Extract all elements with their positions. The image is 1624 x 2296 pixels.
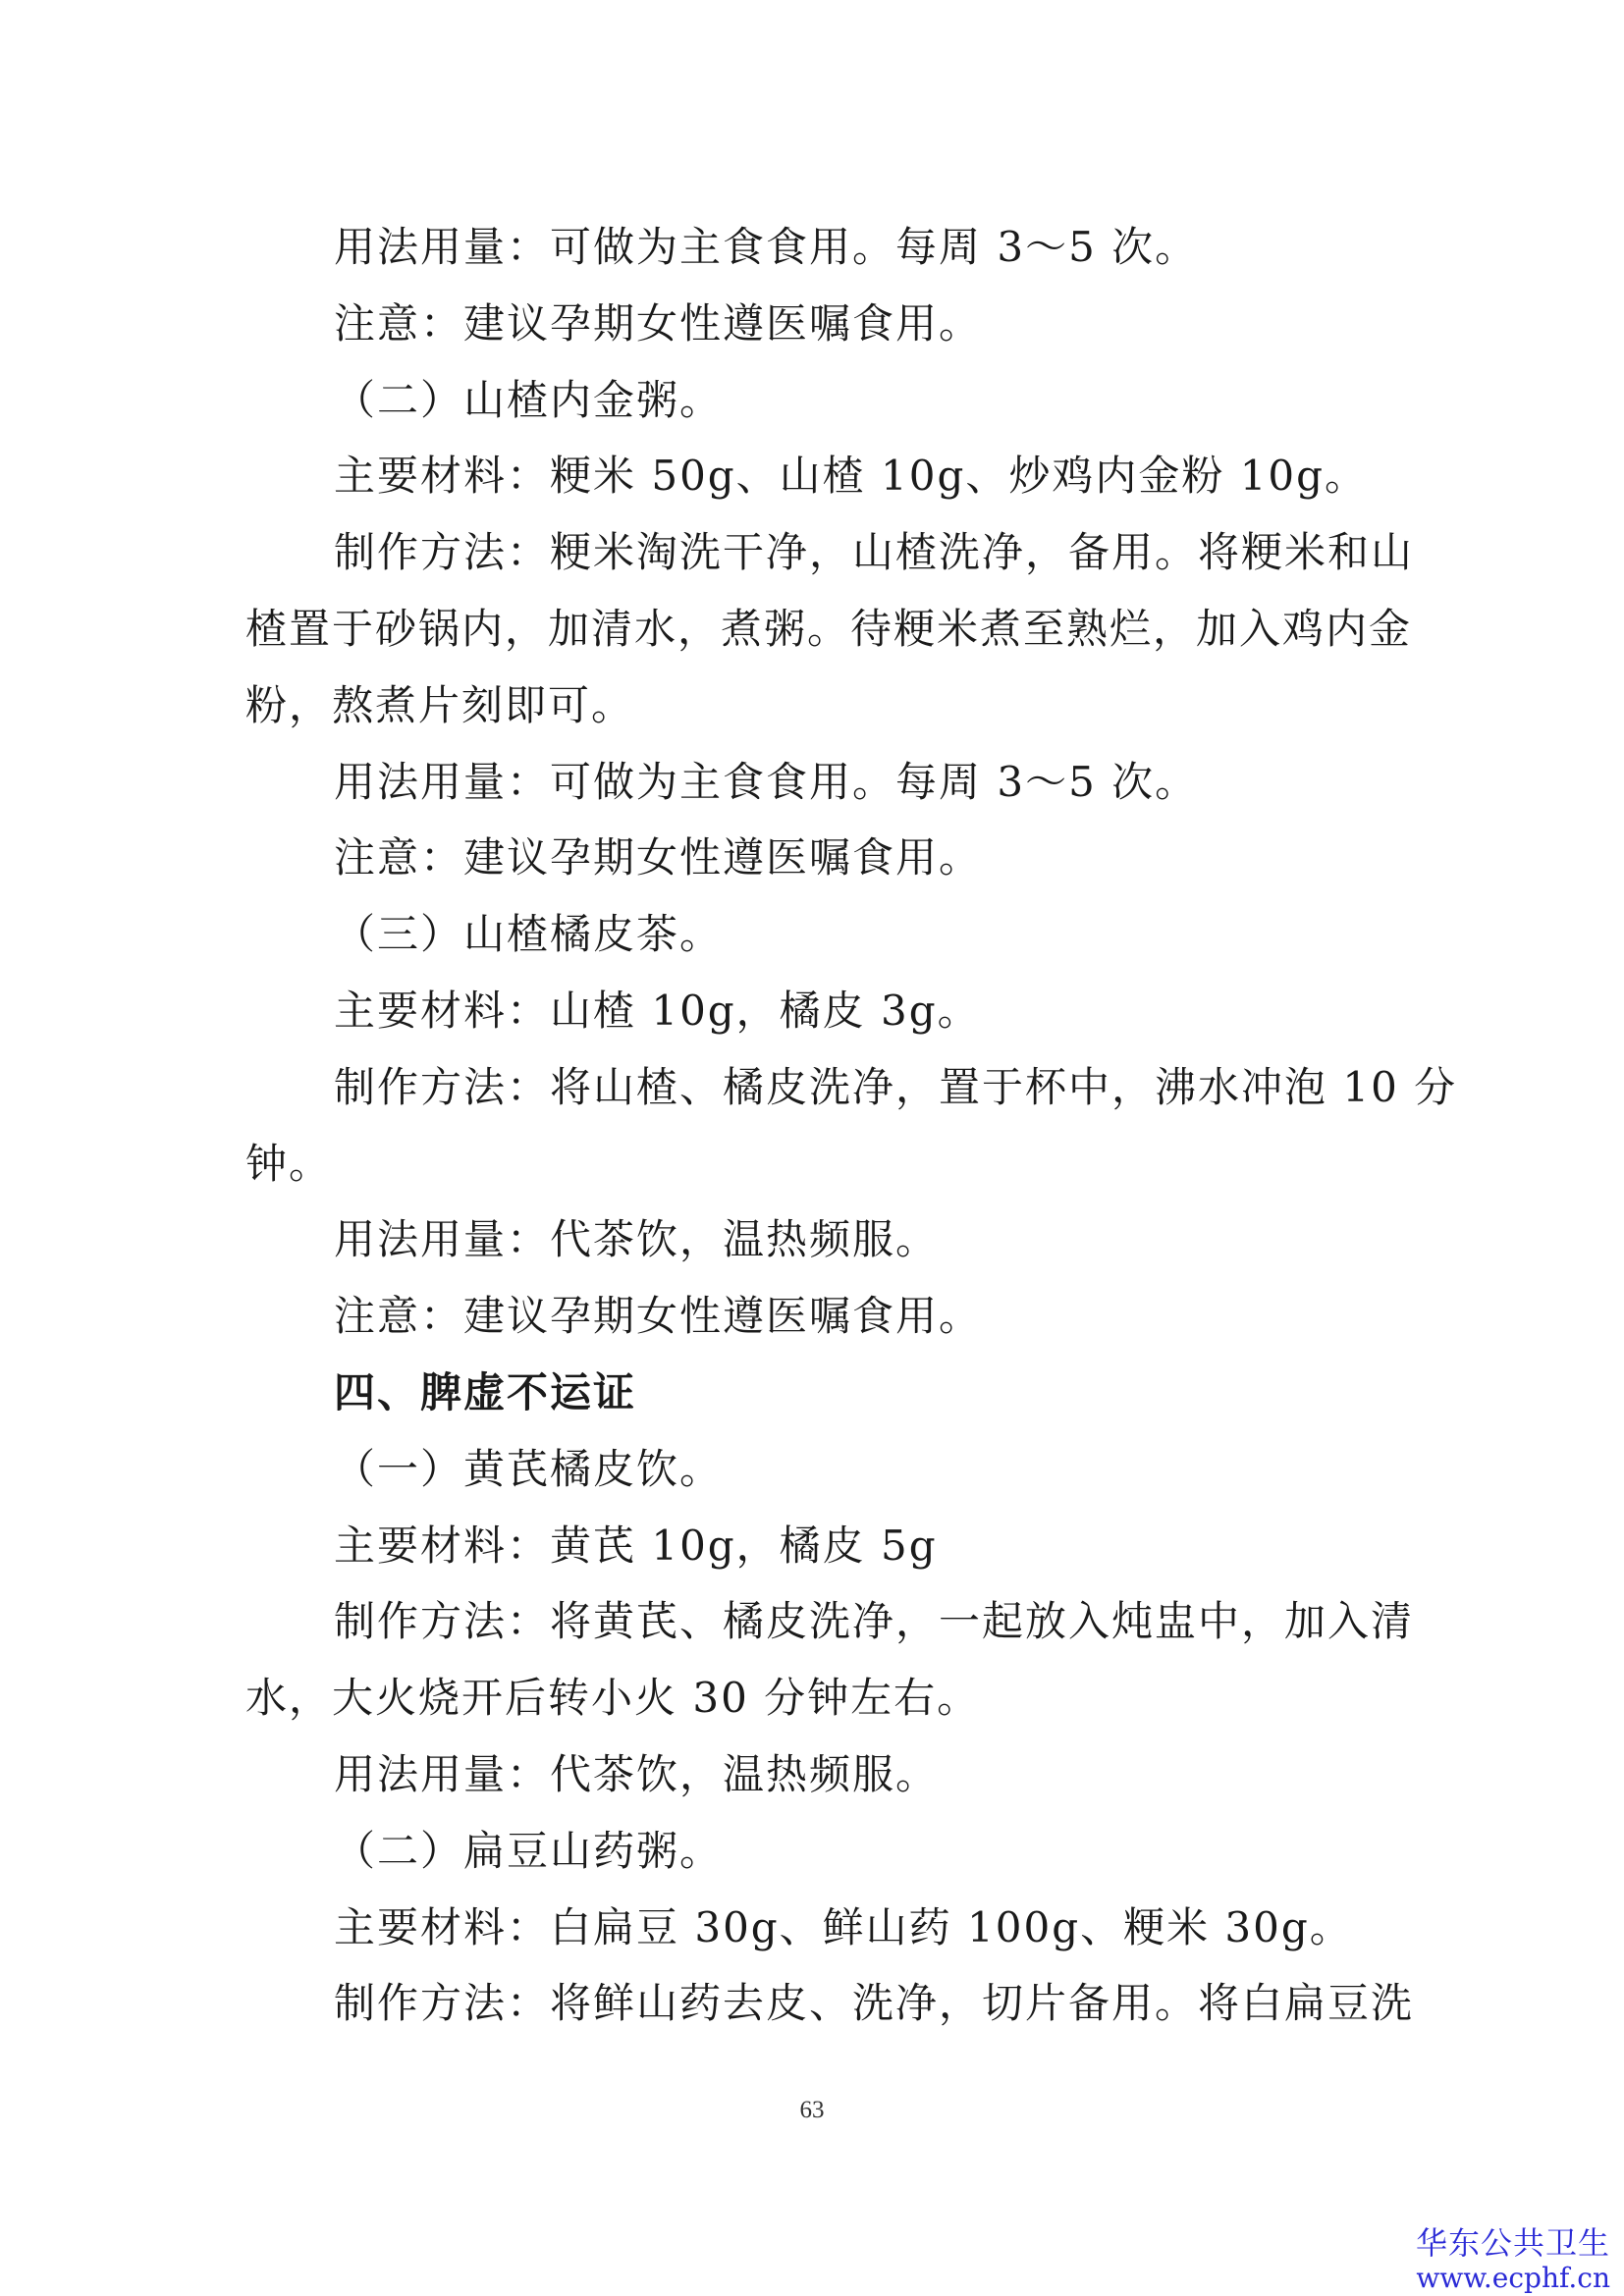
ingredients-line-4: 主要材料：黄芪 10g，橘皮 5g xyxy=(334,1521,938,1570)
ingredients-line-3: 主要材料：山楂 10g，橘皮 3g。 xyxy=(334,986,981,1035)
method-line-2b: 楂置于砂锅内，加清水，煮粥。待粳米煮至熟烂，加入鸡内金 xyxy=(245,604,1413,653)
usage-line-3: 用法用量：代茶饮，温热频服。 xyxy=(334,1215,940,1264)
method-line-2a: 制作方法：粳米淘洗干净，山楂洗净，备用。将粳米和山 xyxy=(334,528,1415,577)
method-line-4a: 制作方法：将黄芪、橘皮洗净，一起放入炖盅中，加入清 xyxy=(334,1597,1415,1646)
recipe-title-hawthorn-tea: （三）山楂橘皮茶。 xyxy=(334,910,724,959)
method-line-5a: 制作方法：将鲜山药去皮、洗净，切片备用。将白扁豆洗 xyxy=(334,1979,1415,2028)
ingredients-line-5: 主要材料：白扁豆 30g、鲜山药 100g、粳米 30g。 xyxy=(334,1902,1353,1951)
method-line-3b: 钟。 xyxy=(245,1139,333,1188)
note-line-3: 注意：建议孕期女性遵医嘱食用。 xyxy=(334,1292,983,1341)
usage-line-2: 用法用量：可做为主食食用。每周 3～5 次。 xyxy=(334,757,1199,806)
watermark xyxy=(1416,2224,1610,2295)
usage-line-1: 用法用量：可做为主食食用。每周 3～5 次。 xyxy=(334,223,1199,271)
ingredients-line-2: 主要材料：粳米 50g、山楂 10g、炒鸡内金粉 10g。 xyxy=(334,452,1369,501)
page-body xyxy=(245,209,1458,2042)
method-line-3a: 制作方法：将山楂、橘皮洗净，置于杯中，沸水冲泡 10 分 xyxy=(334,1062,1458,1111)
method-line-4b: 水，大火烧开后转小火 30 分钟左右。 xyxy=(245,1674,981,1723)
recipe-title-bean-yam-porridge: （二）扁豆山药粥。 xyxy=(334,1826,724,1875)
method-line-2c: 粉，熬煮片刻即可。 xyxy=(245,680,635,729)
page-number: 63 xyxy=(799,2097,825,2123)
usage-line-4: 用法用量：代茶饮，温热频服。 xyxy=(334,1749,940,1798)
note-line-2: 注意：建议孕期女性遵医嘱食用。 xyxy=(334,833,983,882)
recipe-title-hawthorn-porridge: （二）山楂内金粥。 xyxy=(334,375,724,424)
section-heading: 四、脾虚不运证 xyxy=(334,1367,637,1416)
note-line-1: 注意：建议孕期女性遵医嘱食用。 xyxy=(334,298,983,347)
watermark-name: 华东公共卫生 xyxy=(1415,2224,1610,2262)
recipe-title-astragalus-drink: （一）黄芪橘皮饮。 xyxy=(334,1444,724,1493)
watermark-url: www.ecphf.cn xyxy=(1416,2262,1610,2294)
